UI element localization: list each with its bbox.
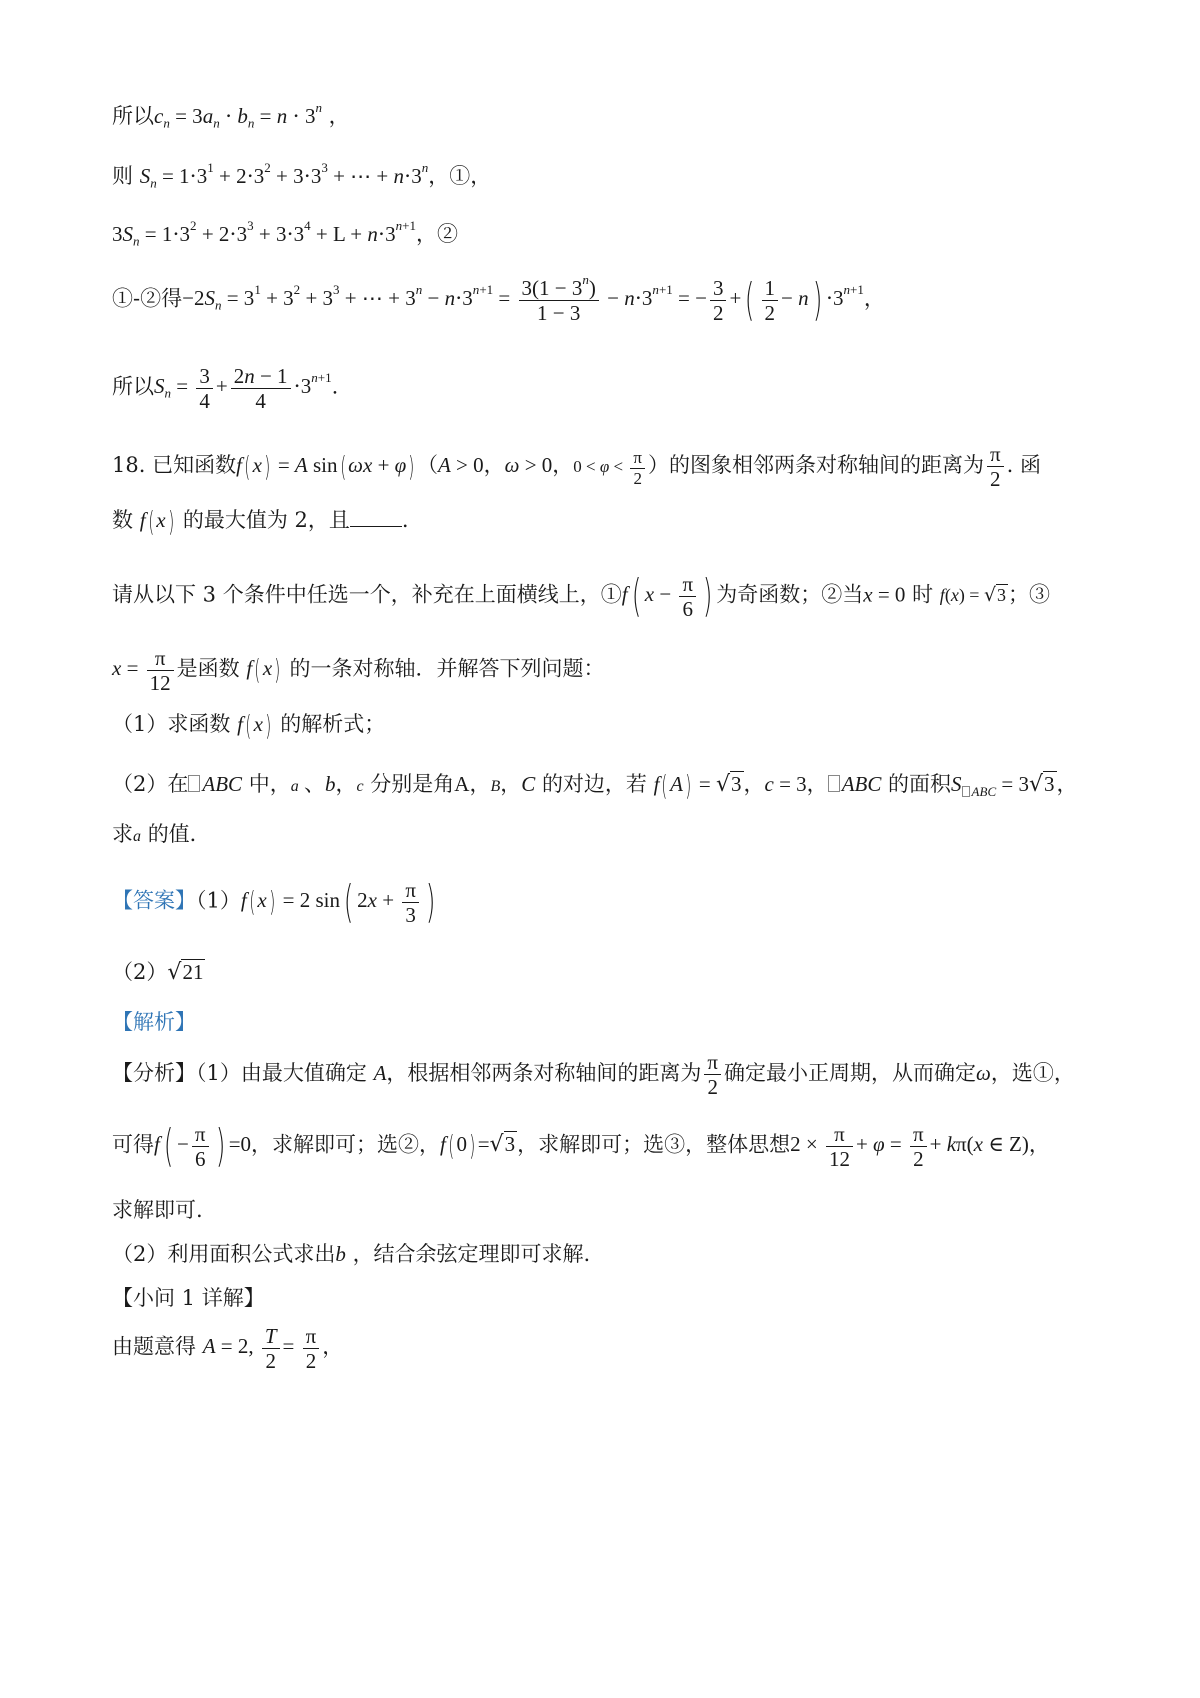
fraction: $\frac{3}{2}$ xyxy=(710,276,727,325)
subquestion-1-heading: 【小问 1 详解】 xyxy=(112,1286,265,1310)
math-expression: $-2S_n = 3^1 + 3^2 + 3^3$ + ⋯ + $3^n - n\cdot 3^{n+1}$ = $\frac{3(1 - 3^n)}{1 - 3}$ − $n\cdot 3^{n+1}$ = − $\frac{3}{2}$ +( $\frac{1}{2}$ − $n) \cdot 3^{n+1}$ xyxy=(182,271,864,326)
solution-line-1: 由题意得 A = 2, $\frac{T}{2}$ = $\frac{\pi}{2}$ ， xyxy=(112,1324,344,1374)
analysis-heading xyxy=(112,1010,1100,1035)
math-expression: $c_n = 3a_n \cdot b_n = n \cdot 3^n$ xyxy=(154,99,322,131)
problem-18-statement-line-1: 18. 已知函数f( x) = A sin( ωx + φ) （A > 0，ω > 0，0 < φ < $\frac{\pi}{2}$ ）的图象相邻两条对称轴间的距离为 $\frac{\pi}{2}$ . 函 xyxy=(112,442,1041,492)
problem-number: 18. xyxy=(112,453,146,478)
fenxi-tag: 【分析】 xyxy=(112,1061,196,1086)
analysis-tag: 【解析】 xyxy=(112,1010,196,1034)
analysis-line-1: 【分析】（1）由最大值确定 A，根据相邻两条对称轴间的距离为 $\frac{\pi}{2}$ 确定最小正周期，从而确定ω，选①， xyxy=(112,1050,1075,1100)
fraction: $\frac{\pi}{6}$ xyxy=(679,572,696,621)
fraction: $\frac{\pi}{12}$ xyxy=(147,646,174,695)
question-2-line-1: （2）在 ABC 中，a 、b，c 分别是角A，B，C 的对边，若 f( A) = √3，c = 3， ABC 的面积S $_{ABC}$ = 3√3， xyxy=(112,770,1078,802)
analysis-line-2: 可得f( − $\frac{\pi}{6}$ ) =0，求解即可；选②，f( 0) =√3，求解即可；选③，整体思想2 × $\frac{\pi}{12}$ + φ = $\frac{\pi}{2}$ + kπ(x ∈ Z)， xyxy=(112,1120,1050,1172)
math-expression: $3S_n = 1\cdot 3^2 + 2\cdot 3^3 + 3\cdot 3^4 + L + n\cdot 3^{n+1}$ xyxy=(112,217,416,249)
math-expression: $S_n$ = $\frac{3}{4}$ + $\frac{2n - 1}{4}$ $\cdot 3^{n+1}$ xyxy=(154,364,332,414)
text-line-sn-sum-1: 则 $S_n = 1\cdot 3^1 + 2\cdot 3^2 + 3\cdot 3^3$ + ⋯ + $n\cdot 3^n$，①， xyxy=(112,159,492,191)
question-2-line-2: 求a 的值． xyxy=(112,822,211,846)
fraction: $\frac{\pi}{12}$ xyxy=(826,1122,853,1171)
fraction: $\frac{T}{2}$ xyxy=(262,1324,280,1373)
triangle-placeholder-icon xyxy=(188,775,200,792)
fraction: $\frac{1}{2}$ xyxy=(762,276,779,325)
answer-part-2: （2）√21 xyxy=(112,960,204,985)
math-expression: f( x) = A sin( ωx + φ) xyxy=(236,451,415,483)
fraction: $\frac{\pi}{2}$ xyxy=(630,448,645,488)
fraction: $\frac{3(1 - 3^n)}{1 - 3}$ xyxy=(519,276,599,325)
fraction: $\frac{\pi}{6}$ xyxy=(192,1122,209,1171)
answer-blank xyxy=(350,525,402,527)
answer-tag: 【答案】 xyxy=(112,888,196,913)
math-expression: $S_n = 1\cdot 3^1 + 2\cdot 3^2 + 3\cdot 3^3$ + ⋯ + $n\cdot 3^n$ xyxy=(139,159,429,191)
fraction: $\frac{\pi}{2}$ xyxy=(987,442,1004,491)
text-line-subtraction: ①-②得$-2S_n = 3^1 + 3^2 + 3^3$ + ⋯ + $3^n - n\cdot 3^{n+1}$ = $\frac{3(1 - 3^n)}{1 - 3}$ − $n\cdot 3^{n+1}$ = − $\frac{3}{2}$ +( $\frac{1}{2}$ − $n) \cdot 3^{n+1}$， xyxy=(112,271,885,326)
question-1: （1）求函数 f( x) 的解析式； xyxy=(112,710,386,742)
analysis-line-3: 求解即可. xyxy=(112,1198,203,1222)
fraction: $\frac{3}{4}$ xyxy=(196,364,213,413)
answer-part-1: 【答案】（1）f( x) = 2 sin( 2x + $\frac{\pi}{3}$ ) xyxy=(112,876,436,928)
problem-18-conditions-line: 请从以下 3 个条件中任选一个，补充在上面横线上，①f( x − $\frac{\pi}{6}$ ) 为奇函数；②当x = 0 时 f(x) = √3；③ xyxy=(112,570,1051,622)
fraction: $\frac{\pi}{2}$ xyxy=(910,1122,927,1171)
fraction: $\frac{\pi}{2}$ xyxy=(303,1324,320,1373)
triangle-placeholder-icon xyxy=(828,775,840,792)
triangle-placeholder-icon xyxy=(962,786,970,797)
fraction: $\frac{2n - 1}{4}$ xyxy=(231,364,291,413)
text-line-cn-definition: 所以$c_n = 3a_n \cdot b_n = n \cdot 3^n$ ， xyxy=(112,99,350,131)
analysis-line-4: （2）利用面积公式求出b ，结合余弦定理即可求解. xyxy=(112,1242,591,1266)
problem-18-axis-line: x = $\frac{\pi}{12}$ 是函数 f( x) 的一条对称轴．并解答下列问题： xyxy=(112,646,605,696)
text-line-sn-result: 所以$S_n$ = $\frac{3}{4}$ + $\frac{2n - 1}{4}$ $\cdot 3^{n+1}$. xyxy=(112,364,339,414)
fraction: $\frac{\pi}{3}$ xyxy=(402,878,419,927)
problem-18-statement-line-2: 数 f( x) 的最大值为 2，且 . xyxy=(112,506,409,538)
text-line-3sn-sum-2: $3S_n = 1\cdot 3^2 + 2\cdot 3^3 + 3\cdot 3^4 + L + n\cdot 3^{n+1}$，② xyxy=(112,217,458,249)
fraction: $\frac{\pi}{2}$ xyxy=(704,1050,721,1099)
